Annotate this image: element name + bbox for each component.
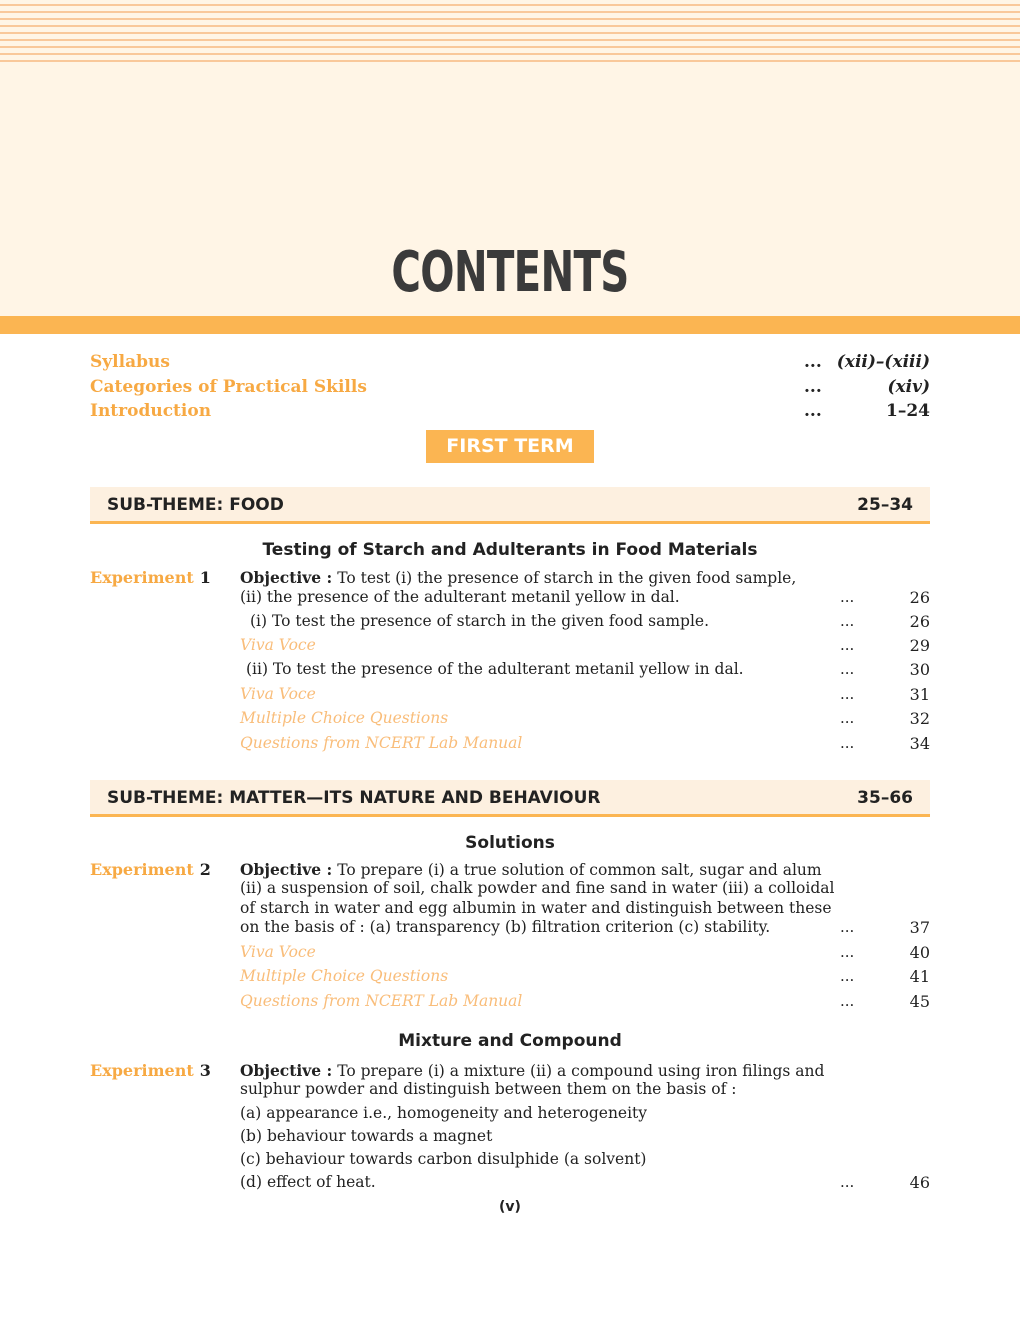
objective-text: To prepare (i) a true solution of common salt, sugar and alum [337,861,822,879]
section-heading: Testing of Starch and Adulterants in Food Materials [262,540,758,560]
experiment-number: 1 [199,568,211,587]
leader-dots: ... [840,660,855,678]
leader-dots: ... [840,943,855,961]
sub-theme-title: SUB-THEME: FOOD [107,495,284,515]
toc-subentry-ncert[interactable]: Questions from NCERT Lab Manual [240,992,523,1010]
experiment-label [90,1061,211,1080]
experiment-number: 2 [199,860,211,879]
footer-page-number: (v) [499,1199,521,1215]
experiment-word: Experiment [90,1061,194,1080]
header-stripe [0,11,1020,13]
page-number: 32 [909,709,930,728]
page-number: 45 [909,992,930,1011]
header-stripe [0,32,1020,34]
leader-dots: ... [840,992,855,1010]
toc-entry-pages: (xiv) [887,377,930,397]
page-number: 26 [909,612,930,631]
leader-dots: ... [840,685,855,703]
header-stripe [0,60,1020,62]
experiment-word: Experiment [90,860,194,879]
objective-label: Objective : [240,568,333,587]
leader-dots: ... [840,1173,855,1191]
objective-line [240,568,796,587]
sub-theme-bar-matter[interactable] [90,780,930,817]
objective-line: sulphur powder and distinguish between them on the basis of : [240,1080,737,1098]
page-number: 40 [909,943,930,962]
leader-dots: ... [840,612,855,630]
leader-dots: ... [840,734,855,752]
toc-entry-syllabus[interactable] [90,352,930,376]
toc-entry-practical-skills[interactable] [90,377,930,401]
criterion-line: (b) behaviour towards a magnet [240,1127,493,1145]
toc-subentry-ncert[interactable]: Questions from NCERT Lab Manual [240,734,523,752]
leader-dots: ... [804,377,822,397]
leader-dots: ... [840,918,855,936]
leader-dots: ... [804,352,822,372]
objective-line [240,860,822,879]
toc-entry-label[interactable]: Syllabus [90,352,170,372]
page-number: 46 [909,1173,930,1192]
objective-label: Objective : [240,1061,333,1080]
objective-label: Objective : [240,860,333,879]
header-stripe [0,46,1020,48]
sub-theme-page-range: 25–34 [857,495,913,515]
toc-subentry[interactable]: (ii) To test the presence of the adulterant metanil yellow in dal. [246,660,744,678]
objective-text: To prepare (i) a mixture (ii) a compound using iron filings and [337,1062,825,1080]
leader-dots: ... [804,401,822,421]
page-number: 30 [909,660,930,679]
criterion-line: (d) effect of heat. [240,1173,376,1191]
leader-dots: ... [840,709,855,727]
objective-line [240,1061,824,1080]
experiment-label [90,860,211,879]
header-stripe [0,39,1020,41]
page-number: 29 [909,636,930,655]
toc-subentry-viva-voce[interactable]: Viva Voce [240,685,316,703]
toc-subentry-viva-voce[interactable]: Viva Voce [240,636,316,654]
header-stripe [0,18,1020,20]
header-stripe [0,53,1020,55]
leader-dots: ... [840,636,855,654]
leader-dots: ... [840,967,855,985]
leader-dots: ... [840,588,855,606]
objective-text: To test (i) the presence of starch in the given food sample, [337,569,797,587]
toc-entry-pages: (xii)–(xiii) [836,352,930,372]
term-banner: FIRST TERM [426,430,594,463]
experiment-number: 3 [199,1061,211,1080]
header-underline-bar [0,316,1020,334]
experiment-label [90,568,211,587]
page-number: 41 [909,967,930,986]
objective-line: (ii) a suspension of soil, chalk powder and fine sand in water (iii) a colloidal [240,879,835,897]
toc-entry-label[interactable]: Introduction [90,401,212,421]
toc-subentry-viva-voce[interactable]: Viva Voce [240,943,316,961]
criterion-line: (c) behaviour towards carbon disulphide (a solvent) [240,1150,647,1168]
page-number: 37 [909,918,930,937]
page-number: 31 [909,685,930,704]
toc-entry-pages: 1–24 [886,401,930,421]
header-stripe [0,4,1020,6]
header-stripe [0,25,1020,27]
sub-theme-bar-food[interactable] [90,487,930,524]
toc-subentry-mcq[interactable]: Multiple Choice Questions [240,967,449,985]
page-number: 34 [909,734,930,753]
toc-entry-label[interactable]: Categories of Practical Skills [90,377,367,397]
criterion-line: (a) appearance i.e., homogeneity and heterogeneity [240,1104,648,1122]
page-title: CONTENTS [391,240,629,305]
experiment-word: Experiment [90,568,194,587]
section-heading: Mixture and Compound [398,1031,622,1051]
sub-theme-title: SUB-THEME: MATTER—ITS NATURE AND BEHAVIOUR [107,788,601,808]
section-heading: Solutions [465,833,555,853]
page-number: 26 [909,588,930,607]
toc-subentry-mcq[interactable]: Multiple Choice Questions [240,709,449,727]
objective-line: (ii) the presence of the adulterant metanil yellow in dal. [240,588,680,606]
objective-line: on the basis of : (a) transparency (b) filtration criterion (c) stability. [240,918,771,936]
toc-subentry[interactable]: (i) To test the presence of starch in the given food sample. [250,612,710,630]
sub-theme-page-range: 35–66 [857,788,913,808]
objective-line: of starch in water and egg albumin in water and distinguish between these [240,899,832,917]
toc-entry-introduction[interactable] [90,401,930,425]
